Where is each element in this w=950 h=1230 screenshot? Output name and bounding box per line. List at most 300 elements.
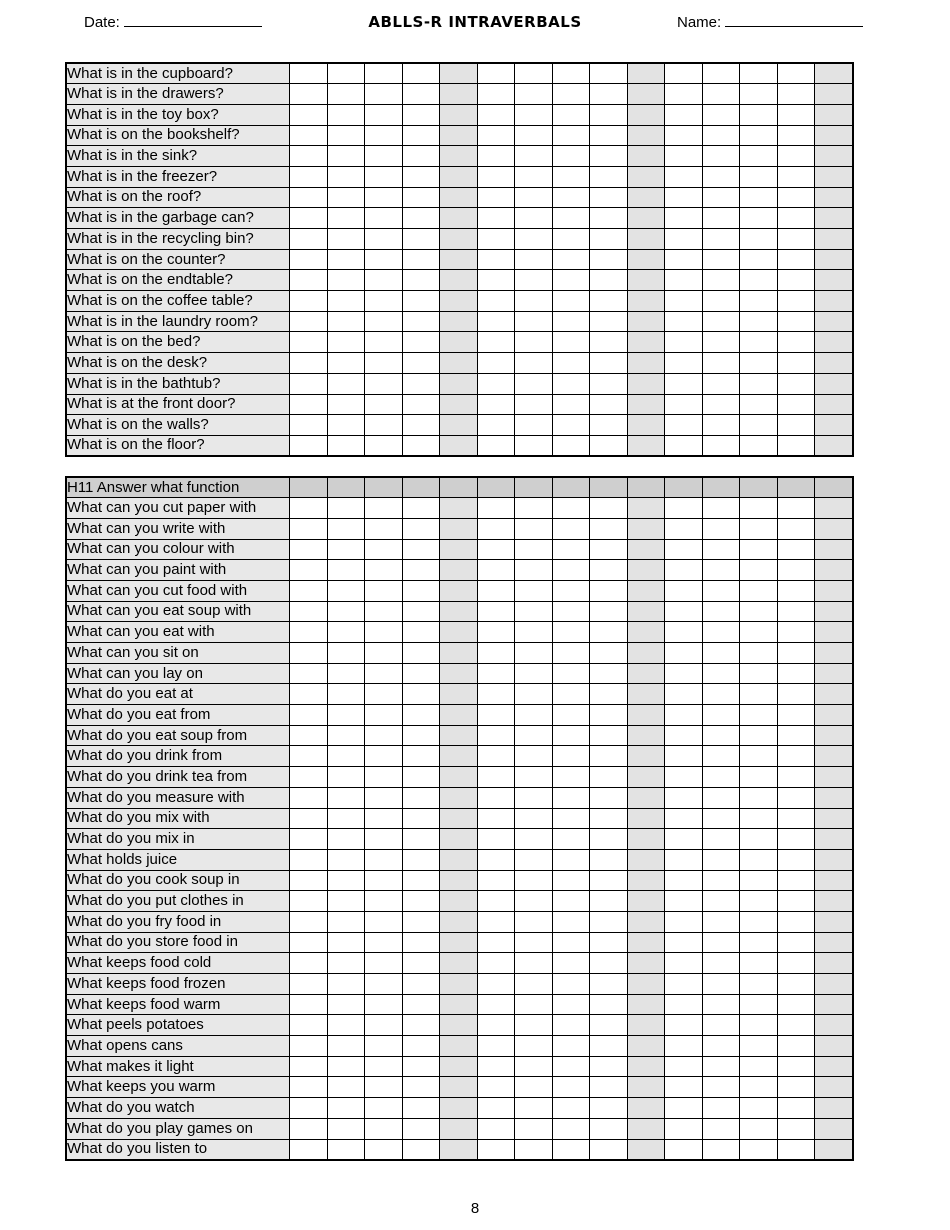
score-cell[interactable] — [552, 1015, 590, 1036]
score-cell[interactable] — [702, 1077, 740, 1098]
score-cell[interactable] — [552, 166, 590, 187]
score-cell[interactable] — [702, 1036, 740, 1057]
score-cell[interactable] — [740, 353, 778, 374]
score-cell[interactable] — [665, 1015, 703, 1036]
score-cell[interactable] — [552, 911, 590, 932]
score-cell[interactable] — [327, 891, 365, 912]
score-cell[interactable] — [590, 1139, 628, 1160]
score-cell[interactable] — [665, 84, 703, 105]
score-cell[interactable] — [815, 911, 853, 932]
score-cell[interactable] — [552, 829, 590, 850]
score-cell[interactable] — [590, 911, 628, 932]
score-cell[interactable] — [402, 767, 440, 788]
score-cell[interactable] — [440, 622, 478, 643]
score-cell[interactable] — [290, 829, 328, 850]
score-cell[interactable] — [290, 63, 328, 84]
score-cell[interactable] — [815, 1098, 853, 1119]
score-cell[interactable] — [777, 415, 815, 436]
score-cell[interactable] — [440, 684, 478, 705]
score-cell[interactable] — [702, 373, 740, 394]
score-cell[interactable] — [440, 974, 478, 995]
score-cell[interactable] — [627, 435, 665, 456]
score-cell[interactable] — [627, 166, 665, 187]
score-cell[interactable] — [290, 601, 328, 622]
score-cell[interactable] — [590, 684, 628, 705]
score-cell[interactable] — [515, 911, 553, 932]
score-cell[interactable] — [515, 974, 553, 995]
score-cell[interactable] — [815, 498, 853, 519]
score-cell[interactable] — [402, 84, 440, 105]
score-cell[interactable] — [440, 705, 478, 726]
score-cell[interactable] — [402, 870, 440, 891]
score-cell[interactable] — [590, 953, 628, 974]
score-cell[interactable] — [815, 622, 853, 643]
score-cell[interactable] — [365, 125, 403, 146]
score-cell[interactable] — [552, 84, 590, 105]
score-cell[interactable] — [590, 643, 628, 664]
score-cell[interactable] — [777, 373, 815, 394]
score-cell[interactable] — [740, 229, 778, 250]
score-cell[interactable] — [402, 1077, 440, 1098]
score-cell[interactable] — [402, 291, 440, 312]
score-cell[interactable] — [365, 146, 403, 167]
score-cell[interactable] — [665, 208, 703, 229]
score-cell[interactable] — [440, 767, 478, 788]
score-cell[interactable] — [440, 229, 478, 250]
score-cell[interactable] — [815, 725, 853, 746]
score-cell[interactable] — [627, 415, 665, 436]
score-cell[interactable] — [290, 560, 328, 581]
score-cell[interactable] — [440, 870, 478, 891]
score-cell[interactable] — [740, 1056, 778, 1077]
score-cell[interactable] — [627, 373, 665, 394]
score-cell[interactable] — [590, 249, 628, 270]
score-cell[interactable] — [590, 270, 628, 291]
score-cell[interactable] — [627, 870, 665, 891]
score-cell[interactable] — [665, 580, 703, 601]
score-cell[interactable] — [290, 353, 328, 374]
score-cell[interactable] — [702, 829, 740, 850]
score-cell[interactable] — [402, 643, 440, 664]
score-cell[interactable] — [477, 394, 515, 415]
score-cell[interactable] — [665, 1077, 703, 1098]
score-cell[interactable] — [627, 580, 665, 601]
score-cell[interactable] — [702, 705, 740, 726]
score-cell[interactable] — [777, 1056, 815, 1077]
score-cell[interactable] — [815, 829, 853, 850]
score-cell[interactable] — [327, 435, 365, 456]
score-cell[interactable] — [402, 229, 440, 250]
score-cell[interactable] — [590, 870, 628, 891]
score-cell[interactable] — [665, 435, 703, 456]
score-cell[interactable] — [552, 684, 590, 705]
score-cell[interactable] — [777, 1139, 815, 1160]
score-cell[interactable] — [515, 125, 553, 146]
score-cell[interactable] — [740, 332, 778, 353]
score-cell[interactable] — [665, 705, 703, 726]
score-cell[interactable] — [365, 746, 403, 767]
score-cell[interactable] — [440, 518, 478, 539]
score-cell[interactable] — [440, 994, 478, 1015]
score-cell[interactable] — [290, 891, 328, 912]
score-cell[interactable] — [440, 84, 478, 105]
score-cell[interactable] — [815, 870, 853, 891]
score-cell[interactable] — [815, 104, 853, 125]
score-cell[interactable] — [627, 705, 665, 726]
score-cell[interactable] — [815, 1056, 853, 1077]
score-cell[interactable] — [740, 601, 778, 622]
score-cell[interactable] — [665, 643, 703, 664]
score-cell[interactable] — [515, 518, 553, 539]
score-cell[interactable] — [590, 725, 628, 746]
score-cell[interactable] — [777, 1077, 815, 1098]
score-cell[interactable] — [702, 643, 740, 664]
score-cell[interactable] — [590, 84, 628, 105]
score-cell[interactable] — [777, 104, 815, 125]
score-cell[interactable] — [590, 539, 628, 560]
score-cell[interactable] — [627, 1139, 665, 1160]
score-cell[interactable] — [665, 849, 703, 870]
score-cell[interactable] — [477, 891, 515, 912]
score-cell[interactable] — [327, 394, 365, 415]
score-cell[interactable] — [740, 787, 778, 808]
score-cell[interactable] — [702, 974, 740, 995]
score-cell[interactable] — [365, 415, 403, 436]
score-cell[interactable] — [515, 332, 553, 353]
score-cell[interactable] — [590, 415, 628, 436]
score-cell[interactable] — [740, 518, 778, 539]
score-cell[interactable] — [290, 725, 328, 746]
score-cell[interactable] — [365, 1056, 403, 1077]
score-cell[interactable] — [365, 353, 403, 374]
score-cell[interactable] — [740, 539, 778, 560]
score-cell[interactable] — [440, 270, 478, 291]
score-cell[interactable] — [402, 435, 440, 456]
score-cell[interactable] — [327, 808, 365, 829]
score-cell[interactable] — [552, 125, 590, 146]
score-cell[interactable] — [515, 580, 553, 601]
score-cell[interactable] — [627, 311, 665, 332]
score-cell[interactable] — [290, 994, 328, 1015]
score-cell[interactable] — [815, 994, 853, 1015]
score-cell[interactable] — [290, 84, 328, 105]
score-cell[interactable] — [365, 394, 403, 415]
score-cell[interactable] — [740, 373, 778, 394]
score-cell[interactable] — [777, 601, 815, 622]
name-field[interactable] — [677, 12, 863, 31]
score-cell[interactable] — [327, 1139, 365, 1160]
score-cell[interactable] — [290, 518, 328, 539]
score-cell[interactable] — [777, 767, 815, 788]
score-cell[interactable] — [665, 249, 703, 270]
score-cell[interactable] — [477, 373, 515, 394]
score-cell[interactable] — [552, 435, 590, 456]
score-cell[interactable] — [552, 725, 590, 746]
score-cell[interactable] — [440, 953, 478, 974]
score-cell[interactable] — [290, 1056, 328, 1077]
score-cell[interactable] — [327, 849, 365, 870]
score-cell[interactable] — [665, 974, 703, 995]
score-cell[interactable] — [590, 787, 628, 808]
score-cell[interactable] — [552, 373, 590, 394]
score-cell[interactable] — [777, 208, 815, 229]
score-cell[interactable] — [552, 932, 590, 953]
score-cell[interactable] — [515, 994, 553, 1015]
score-cell[interactable] — [777, 518, 815, 539]
score-cell[interactable] — [665, 870, 703, 891]
score-cell[interactable] — [402, 208, 440, 229]
score-cell[interactable] — [740, 953, 778, 974]
score-cell[interactable] — [515, 829, 553, 850]
score-cell[interactable] — [627, 643, 665, 664]
score-cell[interactable] — [515, 870, 553, 891]
score-cell[interactable] — [590, 1056, 628, 1077]
score-cell[interactable] — [440, 1036, 478, 1057]
score-cell[interactable] — [702, 518, 740, 539]
score-cell[interactable] — [590, 332, 628, 353]
score-cell[interactable] — [815, 63, 853, 84]
score-cell[interactable] — [702, 229, 740, 250]
score-cell[interactable] — [365, 311, 403, 332]
score-cell[interactable] — [327, 518, 365, 539]
score-cell[interactable] — [477, 787, 515, 808]
score-cell[interactable] — [440, 829, 478, 850]
score-cell[interactable] — [440, 643, 478, 664]
score-cell[interactable] — [515, 932, 553, 953]
score-cell[interactable] — [665, 498, 703, 519]
score-cell[interactable] — [740, 746, 778, 767]
score-cell[interactable] — [777, 787, 815, 808]
score-cell[interactable] — [365, 849, 403, 870]
score-cell[interactable] — [477, 994, 515, 1015]
score-cell[interactable] — [327, 725, 365, 746]
score-cell[interactable] — [665, 1139, 703, 1160]
score-cell[interactable] — [365, 994, 403, 1015]
score-cell[interactable] — [365, 829, 403, 850]
score-cell[interactable] — [590, 435, 628, 456]
score-cell[interactable] — [365, 229, 403, 250]
score-cell[interactable] — [815, 270, 853, 291]
score-cell[interactable] — [552, 849, 590, 870]
score-cell[interactable] — [777, 994, 815, 1015]
score-cell[interactable] — [740, 498, 778, 519]
score-cell[interactable] — [327, 229, 365, 250]
score-cell[interactable] — [627, 104, 665, 125]
score-cell[interactable] — [590, 229, 628, 250]
score-cell[interactable] — [290, 249, 328, 270]
score-cell[interactable] — [665, 994, 703, 1015]
score-cell[interactable] — [402, 849, 440, 870]
score-cell[interactable] — [740, 1077, 778, 1098]
score-cell[interactable] — [365, 498, 403, 519]
score-cell[interactable] — [665, 104, 703, 125]
score-cell[interactable] — [440, 166, 478, 187]
score-cell[interactable] — [777, 353, 815, 374]
score-cell[interactable] — [440, 725, 478, 746]
score-cell[interactable] — [627, 229, 665, 250]
score-cell[interactable] — [740, 891, 778, 912]
score-cell[interactable] — [702, 725, 740, 746]
score-cell[interactable] — [665, 311, 703, 332]
score-cell[interactable] — [740, 1098, 778, 1119]
score-cell[interactable] — [515, 353, 553, 374]
score-cell[interactable] — [515, 787, 553, 808]
score-cell[interactable] — [440, 539, 478, 560]
score-cell[interactable] — [327, 125, 365, 146]
score-cell[interactable] — [477, 353, 515, 374]
score-cell[interactable] — [327, 84, 365, 105]
score-cell[interactable] — [740, 104, 778, 125]
score-cell[interactable] — [665, 394, 703, 415]
score-cell[interactable] — [815, 705, 853, 726]
score-cell[interactable] — [477, 229, 515, 250]
score-cell[interactable] — [290, 953, 328, 974]
score-cell[interactable] — [740, 125, 778, 146]
score-cell[interactable] — [402, 270, 440, 291]
score-cell[interactable] — [627, 891, 665, 912]
score-cell[interactable] — [365, 187, 403, 208]
score-cell[interactable] — [552, 601, 590, 622]
score-cell[interactable] — [440, 849, 478, 870]
score-cell[interactable] — [590, 104, 628, 125]
score-cell[interactable] — [515, 435, 553, 456]
score-cell[interactable] — [627, 332, 665, 353]
score-cell[interactable] — [777, 560, 815, 581]
score-cell[interactable] — [290, 1139, 328, 1160]
score-cell[interactable] — [777, 643, 815, 664]
score-cell[interactable] — [365, 1015, 403, 1036]
score-cell[interactable] — [627, 684, 665, 705]
score-cell[interactable] — [477, 1139, 515, 1160]
score-cell[interactable] — [290, 332, 328, 353]
score-cell[interactable] — [327, 787, 365, 808]
score-cell[interactable] — [777, 146, 815, 167]
score-cell[interactable] — [327, 1118, 365, 1139]
score-cell[interactable] — [290, 808, 328, 829]
score-cell[interactable] — [402, 622, 440, 643]
score-cell[interactable] — [627, 394, 665, 415]
score-cell[interactable] — [402, 560, 440, 581]
score-cell[interactable] — [627, 601, 665, 622]
score-cell[interactable] — [365, 435, 403, 456]
score-cell[interactable] — [477, 498, 515, 519]
score-cell[interactable] — [665, 229, 703, 250]
score-cell[interactable] — [702, 580, 740, 601]
score-cell[interactable] — [477, 311, 515, 332]
score-cell[interactable] — [515, 291, 553, 312]
score-cell[interactable] — [402, 725, 440, 746]
score-cell[interactable] — [590, 560, 628, 581]
score-cell[interactable] — [327, 746, 365, 767]
score-cell[interactable] — [365, 684, 403, 705]
score-cell[interactable] — [440, 891, 478, 912]
score-cell[interactable] — [777, 705, 815, 726]
score-cell[interactable] — [402, 187, 440, 208]
score-cell[interactable] — [515, 622, 553, 643]
score-cell[interactable] — [740, 166, 778, 187]
score-cell[interactable] — [702, 146, 740, 167]
score-cell[interactable] — [702, 1118, 740, 1139]
score-cell[interactable] — [327, 601, 365, 622]
score-cell[interactable] — [477, 1077, 515, 1098]
score-cell[interactable] — [327, 932, 365, 953]
score-cell[interactable] — [515, 539, 553, 560]
score-cell[interactable] — [740, 808, 778, 829]
score-cell[interactable] — [440, 560, 478, 581]
score-cell[interactable] — [402, 829, 440, 850]
score-cell[interactable] — [665, 601, 703, 622]
score-cell[interactable] — [290, 870, 328, 891]
score-cell[interactable] — [477, 187, 515, 208]
score-cell[interactable] — [290, 1036, 328, 1057]
score-cell[interactable] — [477, 84, 515, 105]
score-cell[interactable] — [515, 1098, 553, 1119]
score-cell[interactable] — [515, 746, 553, 767]
score-cell[interactable] — [702, 435, 740, 456]
score-cell[interactable] — [627, 270, 665, 291]
score-cell[interactable] — [627, 249, 665, 270]
score-cell[interactable] — [327, 911, 365, 932]
score-cell[interactable] — [477, 643, 515, 664]
score-cell[interactable] — [477, 208, 515, 229]
score-cell[interactable] — [440, 808, 478, 829]
score-cell[interactable] — [627, 787, 665, 808]
score-cell[interactable] — [440, 1139, 478, 1160]
score-cell[interactable] — [440, 932, 478, 953]
score-cell[interactable] — [477, 104, 515, 125]
score-cell[interactable] — [552, 1036, 590, 1057]
score-cell[interactable] — [515, 208, 553, 229]
score-cell[interactable] — [290, 270, 328, 291]
score-cell[interactable] — [402, 1015, 440, 1036]
score-cell[interactable] — [552, 415, 590, 436]
score-cell[interactable] — [440, 125, 478, 146]
score-cell[interactable] — [627, 829, 665, 850]
score-cell[interactable] — [290, 622, 328, 643]
score-cell[interactable] — [740, 705, 778, 726]
score-cell[interactable] — [290, 580, 328, 601]
score-cell[interactable] — [477, 1118, 515, 1139]
score-cell[interactable] — [402, 63, 440, 84]
score-cell[interactable] — [365, 166, 403, 187]
score-cell[interactable] — [440, 1118, 478, 1139]
score-cell[interactable] — [477, 1015, 515, 1036]
score-cell[interactable] — [815, 84, 853, 105]
score-cell[interactable] — [402, 705, 440, 726]
score-cell[interactable] — [665, 332, 703, 353]
score-cell[interactable] — [290, 746, 328, 767]
score-cell[interactable] — [402, 932, 440, 953]
score-cell[interactable] — [740, 63, 778, 84]
score-cell[interactable] — [290, 146, 328, 167]
score-cell[interactable] — [365, 953, 403, 974]
score-cell[interactable] — [477, 580, 515, 601]
score-cell[interactable] — [365, 208, 403, 229]
score-cell[interactable] — [702, 684, 740, 705]
score-cell[interactable] — [365, 911, 403, 932]
score-cell[interactable] — [515, 684, 553, 705]
score-cell[interactable] — [365, 870, 403, 891]
score-cell[interactable] — [552, 104, 590, 125]
score-cell[interactable] — [815, 663, 853, 684]
score-cell[interactable] — [552, 332, 590, 353]
score-cell[interactable] — [627, 353, 665, 374]
score-cell[interactable] — [477, 849, 515, 870]
score-cell[interactable] — [665, 684, 703, 705]
score-cell[interactable] — [327, 63, 365, 84]
score-cell[interactable] — [365, 808, 403, 829]
score-cell[interactable] — [327, 974, 365, 995]
